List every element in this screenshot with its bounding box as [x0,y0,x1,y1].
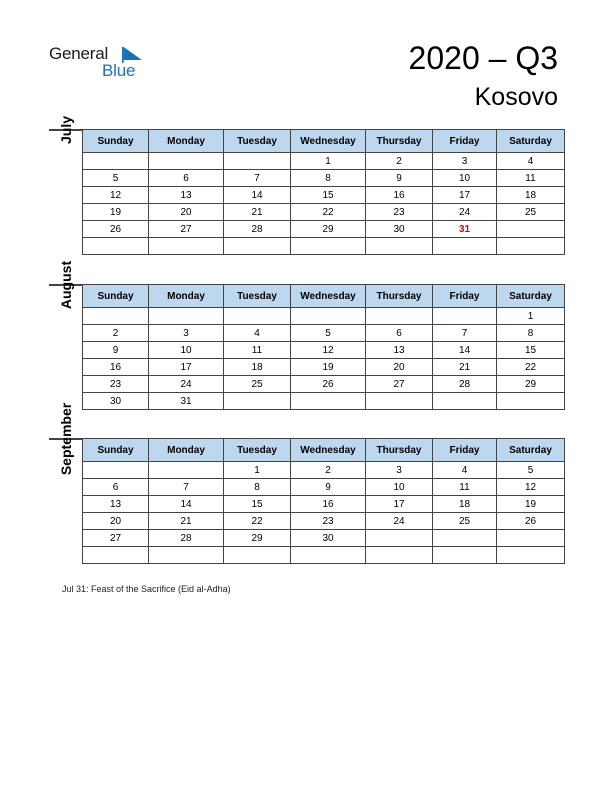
day-cell: 4 [433,462,497,479]
day-cell: 6 [83,479,149,496]
month-name: August [58,260,74,310]
day-cell [83,462,149,479]
weekday-header: Tuesday [224,439,291,462]
generalblue-logo [49,44,149,84]
day-cell: 14 [149,496,224,513]
weekday-header: Saturday [497,439,565,462]
day-cell [83,308,149,325]
day-cell: 8 [291,170,366,187]
day-cell: 27 [83,530,149,547]
day-cell: 17 [433,187,497,204]
day-cell [366,530,433,547]
week-row [83,308,565,325]
day-cell: 18 [433,496,497,513]
week-row [83,325,565,342]
day-cell: 23 [83,376,149,393]
weekday-header: Sunday [83,285,149,308]
day-cell: 29 [497,376,565,393]
day-cell [291,308,366,325]
day-cell: 12 [83,187,149,204]
day-cell: 16 [291,496,366,513]
month-name: July [58,115,74,145]
day-cell: 7 [149,479,224,496]
day-cell [149,238,224,255]
day-cell: 12 [497,479,565,496]
day-cell: 19 [83,204,149,221]
day-cell: 8 [224,479,291,496]
day-cell [291,238,366,255]
weekday-header: Monday [149,439,224,462]
day-cell: 4 [224,325,291,342]
day-cell: 9 [291,479,366,496]
day-cell: 14 [224,187,291,204]
day-cell: 14 [433,342,497,359]
week-row [83,238,565,255]
day-cell: 22 [224,513,291,530]
page-title: 2020 – Q3 [408,40,558,76]
day-cell: 18 [224,359,291,376]
day-cell [366,547,433,564]
day-cell: 22 [497,359,565,376]
weekday-header: Wednesday [291,439,366,462]
day-cell: 6 [366,325,433,342]
day-cell: 26 [83,221,149,238]
week-row [83,462,565,479]
day-cell: 17 [366,496,433,513]
day-cell: 20 [83,513,149,530]
weekday-header-row [83,439,565,462]
day-cell: 7 [433,325,497,342]
day-cell [433,308,497,325]
day-cell [433,393,497,410]
day-cell: 11 [433,479,497,496]
day-cell: 30 [291,530,366,547]
day-cell: 1 [497,308,565,325]
day-cell: 29 [291,221,366,238]
day-cell [83,238,149,255]
week-row [83,376,565,393]
day-cell: 2 [83,325,149,342]
day-cell: 21 [433,359,497,376]
weekday-header-row [83,285,565,308]
week-row [83,342,565,359]
day-cell: 16 [366,187,433,204]
weekday-header: Thursday [366,285,433,308]
day-cell: 27 [366,376,433,393]
day-cell [224,153,291,170]
week-row [83,547,565,564]
day-cell: 28 [433,376,497,393]
day-cell: 15 [497,342,565,359]
day-cell: 29 [224,530,291,547]
weekday-header: Tuesday [224,130,291,153]
day-cell [83,547,149,564]
week-row [83,221,565,238]
day-cell: 22 [291,204,366,221]
day-cell: 17 [149,359,224,376]
day-cell: 5 [291,325,366,342]
day-cell: 10 [366,479,433,496]
weekday-header: Monday [149,285,224,308]
day-cell [366,238,433,255]
month-table [82,284,565,410]
day-cell: 20 [366,359,433,376]
weekday-header: Friday [433,130,497,153]
day-cell [224,308,291,325]
day-cell: 10 [149,342,224,359]
month-table [82,129,565,255]
week-row [83,187,565,204]
day-cell: 5 [497,462,565,479]
day-cell: 21 [149,513,224,530]
day-cell: 10 [433,170,497,187]
day-cell [497,221,565,238]
day-cell: 3 [149,325,224,342]
day-cell: 19 [291,359,366,376]
day-cell: 11 [497,170,565,187]
day-cell: 30 [83,393,149,410]
day-cell: 11 [224,342,291,359]
weekday-header: Friday [433,439,497,462]
day-cell: 9 [83,342,149,359]
day-cell: 13 [149,187,224,204]
day-cell [224,547,291,564]
day-cell: 1 [224,462,291,479]
day-cell [497,547,565,564]
day-cell [149,462,224,479]
day-cell [433,530,497,547]
day-cell [83,153,149,170]
month-label-panel [49,115,83,145]
day-cell: 12 [291,342,366,359]
day-cell: 25 [433,513,497,530]
week-row [83,530,565,547]
day-cell: 18 [497,187,565,204]
day-cell: 28 [224,221,291,238]
day-cell [291,393,366,410]
weekday-header: Thursday [366,130,433,153]
day-cell: 8 [497,325,565,342]
logo-word-general: General [49,44,109,63]
day-cell: 24 [366,513,433,530]
day-cell [497,530,565,547]
day-cell: 23 [291,513,366,530]
month-name: September [58,402,74,476]
day-cell [149,153,224,170]
day-cell [224,393,291,410]
day-cell: 9 [366,170,433,187]
day-cell [497,238,565,255]
day-cell: 31 [433,221,497,238]
day-cell [224,238,291,255]
day-cell [433,238,497,255]
week-row [83,479,565,496]
day-cell [366,308,433,325]
day-cell: 2 [291,462,366,479]
month-label-panel [49,260,83,310]
day-cell [149,308,224,325]
weekday-header: Wednesday [291,285,366,308]
day-cell: 24 [149,376,224,393]
day-cell: 26 [291,376,366,393]
weekday-header: Saturday [497,285,565,308]
day-cell: 31 [149,393,224,410]
day-cell: 19 [497,496,565,513]
holiday-note: Jul 31: Feast of the Sacrifice (Eid al-Adha) [62,584,231,594]
weekday-header: Thursday [366,439,433,462]
day-cell: 28 [149,530,224,547]
day-cell: 15 [224,496,291,513]
day-cell: 1 [291,153,366,170]
day-cell: 3 [433,153,497,170]
weekday-header-row [83,130,565,153]
day-cell [149,547,224,564]
day-cell [433,547,497,564]
month-table [82,438,565,564]
day-cell: 15 [291,187,366,204]
day-cell [291,547,366,564]
day-cell: 23 [366,204,433,221]
week-row [83,496,565,513]
day-cell: 4 [497,153,565,170]
logo-word-blue: Blue [102,61,136,80]
month-label-panel [49,402,83,476]
week-row [83,153,565,170]
week-row [83,170,565,187]
week-row [83,513,565,530]
day-cell: 6 [149,170,224,187]
country-name: Kosovo [474,83,558,111]
day-cell: 26 [497,513,565,530]
day-cell: 5 [83,170,149,187]
day-cell: 2 [366,153,433,170]
day-cell: 16 [83,359,149,376]
week-row [83,204,565,221]
day-cell: 7 [224,170,291,187]
day-cell: 27 [149,221,224,238]
day-cell: 13 [366,342,433,359]
day-cell: 20 [149,204,224,221]
weekday-header: Saturday [497,130,565,153]
day-cell: 13 [83,496,149,513]
weekday-header: Wednesday [291,130,366,153]
day-cell: 25 [224,376,291,393]
day-cell: 30 [366,221,433,238]
day-cell: 24 [433,204,497,221]
weekday-header: Sunday [83,439,149,462]
week-row [83,359,565,376]
weekday-header: Sunday [83,130,149,153]
week-row [83,393,565,410]
day-cell: 21 [224,204,291,221]
weekday-header: Friday [433,285,497,308]
day-cell [366,393,433,410]
day-cell: 25 [497,204,565,221]
weekday-header: Tuesday [224,285,291,308]
day-cell [497,393,565,410]
weekday-header: Monday [149,130,224,153]
day-cell: 3 [366,462,433,479]
